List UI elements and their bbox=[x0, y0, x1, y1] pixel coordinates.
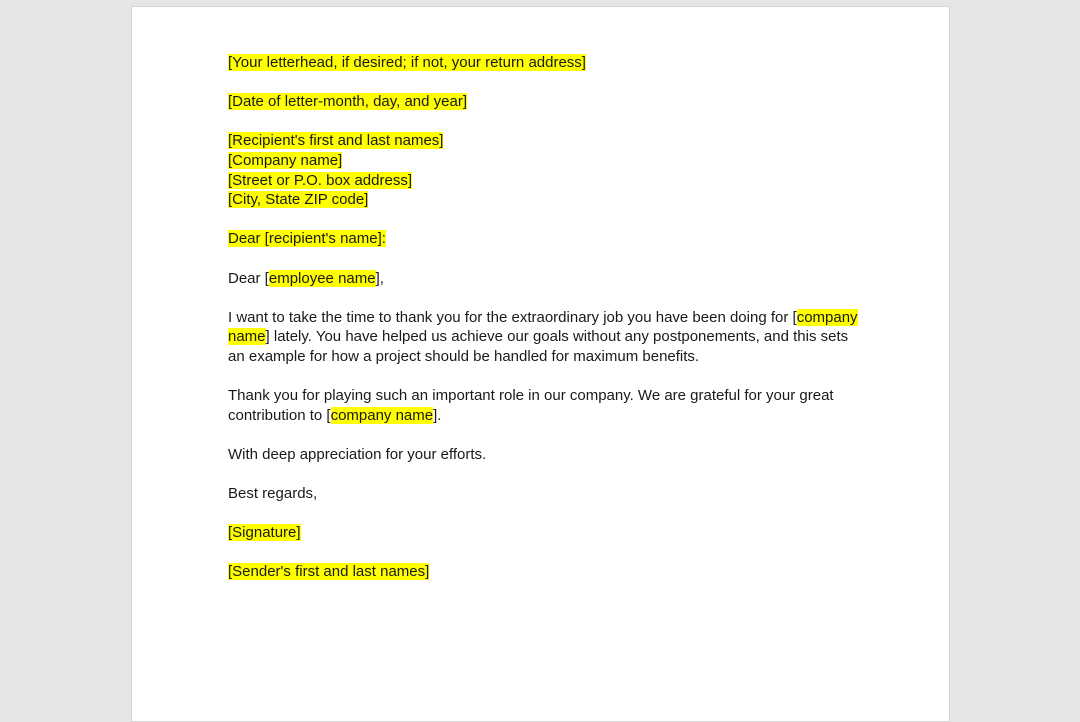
sender-name-line bbox=[228, 562, 868, 582]
date-line bbox=[228, 92, 868, 112]
company-name-placeholder: [Company name] bbox=[228, 151, 343, 169]
letter-body[interactable] bbox=[228, 53, 868, 602]
company-name-inline-2: company name bbox=[330, 406, 434, 424]
salutation-template-line bbox=[228, 229, 868, 249]
salutation-suffix: ], bbox=[375, 269, 384, 287]
document-page[interactable] bbox=[131, 6, 950, 722]
salutation-prefix: Dear [ bbox=[228, 269, 269, 287]
body-paragraph-3: With deep appreciation for your efforts. bbox=[228, 445, 487, 463]
para1-text-end: ] lately. You have helped us achieve our goals without any postponements, and this sets an example for how a project should be handled for maximum benefits. bbox=[228, 328, 849, 365]
body-paragraph-1 bbox=[228, 308, 868, 367]
signature-line bbox=[228, 523, 868, 543]
company-name-inline-1: company name bbox=[228, 308, 858, 346]
salutation-line bbox=[228, 269, 868, 289]
para2-text-start: Thank you for playing such an important role in our company. We are grateful for your great contribution to [ bbox=[228, 387, 834, 424]
signature-placeholder: [Signature] bbox=[228, 524, 301, 542]
employee-name-placeholder: employee name bbox=[268, 269, 376, 287]
letterhead-placeholder: [Your letterhead, if desired; if not, your return address] bbox=[228, 54, 586, 71]
closing-line: Best regards, bbox=[228, 485, 318, 503]
city-state-zip-placeholder: [City, State ZIP code] bbox=[228, 191, 369, 209]
para1-text-start: I want to take the time to thank you for the extraordinary job you have been doing for [ bbox=[228, 308, 797, 326]
letterhead-line bbox=[228, 53, 868, 73]
salutation-template-placeholder: Dear [recipient's name]: bbox=[228, 230, 386, 248]
sender-name-placeholder: [Sender's first and last names] bbox=[228, 563, 430, 581]
body-paragraph-2 bbox=[228, 386, 868, 425]
recipient-address-block bbox=[228, 131, 868, 209]
date-placeholder: [Date of letter-month, day, and year] bbox=[228, 93, 468, 111]
para2-text-end: ]. bbox=[433, 406, 442, 424]
recipient-name-placeholder: [Recipient's first and last names] bbox=[228, 132, 444, 150]
street-address-placeholder: [Street or P.O. box address] bbox=[228, 171, 412, 189]
